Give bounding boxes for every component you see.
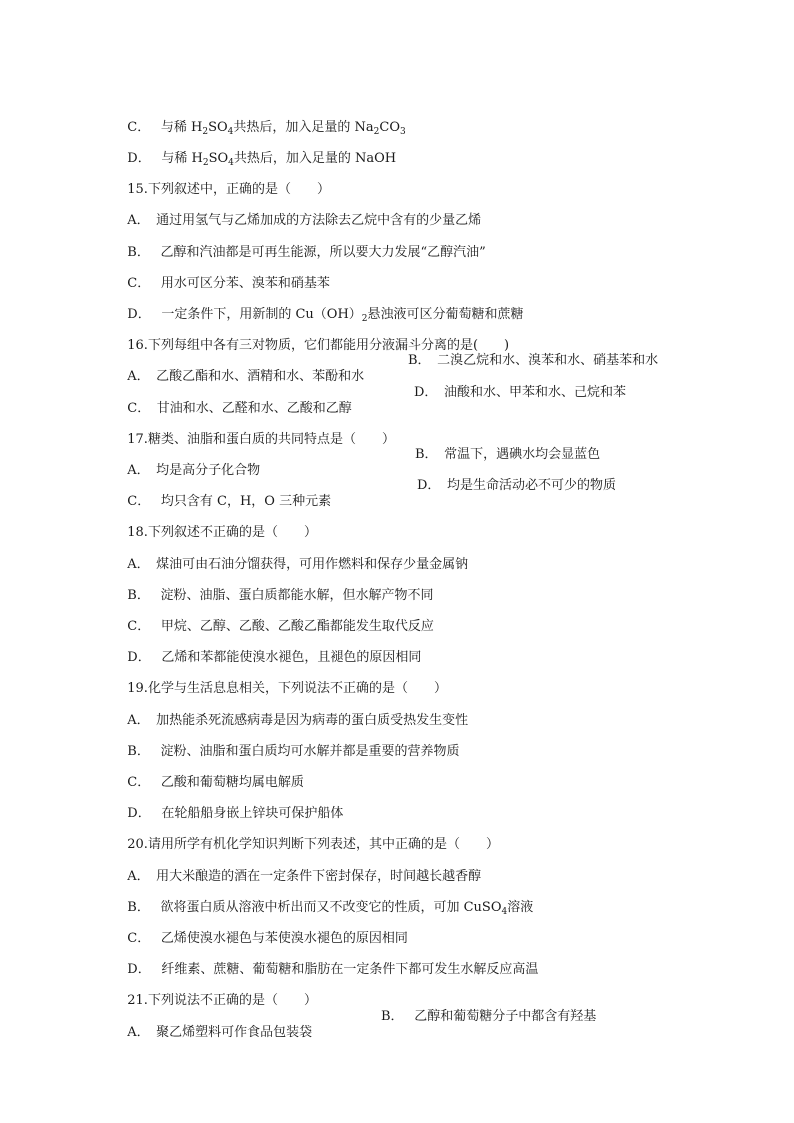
option-text: 聚乙烯塑料可作食品包装袋 [156,1025,313,1040]
option-label: D． [417,478,434,493]
option-label: B． [127,245,144,260]
option-text-part: 与稀 H [161,151,203,166]
option-label: A． [127,713,144,728]
option-b-line [119,884,533,916]
option-text: 常温下，遇碘水均会显蓝色 [444,447,601,462]
option-b-line [119,572,433,604]
question-text: 19.化学与生活息息相关，下列说法不正确的是（ ） [127,681,447,696]
option-label: C． [127,775,144,790]
option-b-line [119,229,486,261]
option-text: 乙酸乙酯和水、酒精和水、苯酚和水 [156,369,365,384]
subscript: 3 [400,127,406,137]
option-label: B． [381,1009,398,1024]
option-label: B． [127,900,144,915]
option-text: 甘油和水、乙醛和水、乙酸和乙醇 [156,401,352,416]
question-15-stem [119,166,330,198]
option-text-part: 溶液 [507,900,534,915]
option-label: C． [127,494,144,509]
question-21-stem [119,977,317,1009]
subscript: 4 [228,158,234,168]
option-d-line [119,135,396,167]
option-c-line [119,759,304,791]
subscript: 2 [361,314,368,324]
option-text-part: 欲将蛋白质从溶液中析出而又不改变它的性质，可加 CuSO [160,900,502,915]
question-18-stem [119,509,317,541]
option-text: 乙烯和苯都能使溴水褪色，且褪色的原因相同 [161,650,422,665]
question-20-stem [119,821,499,853]
option-d-column [414,385,626,401]
option-text: 均是高分子化合物 [156,463,261,478]
option-label: D． [414,385,431,400]
option-label: C． [127,931,144,946]
option-text-part: 一定条件下，用新制的 Cu（OH） [161,307,362,322]
question-text: 21.下列说法不正确的是（ ） [127,993,317,1008]
option-text-part: SO [208,120,228,135]
option-label: A． [127,369,144,384]
option-d-line [119,291,524,323]
question-text: 18.下列叙述不正确的是（ ） [127,525,317,540]
question-19-stem [119,665,447,697]
option-row-ab [119,1009,597,1057]
question-text: 15.下列叙述中，正确的是（ ） [127,182,330,197]
option-text: 乙酸和葡萄糖均属电解质 [160,775,304,790]
option-a-line [119,197,481,229]
option-text: 用水可区分苯、溴苯和硝基苯 [160,276,330,291]
question-text: 20.请用所学有机化学知识判断下列表述，其中正确的是（ ） [127,837,499,852]
option-label: B． [127,744,144,759]
question-text: 16.下列每组中各有三对物质，它们都能用分液漏斗分离的是( ) [127,338,510,353]
option-text: 甲烷、乙醇、乙酸、乙酸乙酯都能发生取代反应 [160,619,434,634]
subscript: 4 [227,127,234,137]
option-label: D． [127,307,145,322]
option-label: C． [127,619,144,634]
option-text: 淀粉、油脂和蛋白质均可水解并都是重要的营养物质 [160,744,460,759]
option-text: 纤维素、蔗糖、葡萄糖和脂肪在一定条件下都可发生水解反应高温 [161,962,539,977]
option-label: A． [127,869,144,884]
option-d-line [119,790,343,822]
option-label: C． [127,120,144,135]
option-c-line [119,915,408,947]
option-b-line [119,728,459,760]
option-label: D． [127,806,145,821]
subscript: 2 [202,127,209,137]
option-b-column [408,353,658,369]
option-text: 用大米酿造的酒在一定条件下密封保存，时间越长越香醇 [156,869,482,884]
option-label: A． [127,213,144,228]
option-label: A． [127,557,144,572]
option-b-column [415,447,600,463]
question-text: 17.糖类、油脂和蛋白质的共同特点是（ ） [127,432,395,447]
option-label: B． [127,588,144,603]
option-text: 通过用氢气与乙烯加成的方法除去乙烷中含有的少量乙烯 [156,213,482,228]
option-b-column [381,1009,596,1025]
question-17-stem [119,416,395,448]
option-d-line [119,946,538,978]
option-label: B． [408,353,425,368]
option-c-line [119,104,406,136]
subscript: 2 [202,158,209,168]
option-text: 淀粉、油脂、蛋白质都能水解，但水解产物不同 [160,588,434,603]
option-text: 加热能杀死流感病毒是因为病毒的蛋白质受热发生变性 [156,713,469,728]
option-text: 乙醇和葡萄糖分子中都含有羟基 [414,1009,597,1024]
option-label: C． [127,276,144,291]
option-a-line [119,541,468,573]
option-text-part: 共热后，加入足量的 NaOH [233,151,397,166]
option-label: C． [127,401,144,416]
option-text: 在轮船船身嵌上锌块可保护船体 [161,806,344,821]
option-text: 乙烯使溴水褪色与苯使溴水褪色的原因相同 [160,931,408,946]
option-text: 油酸和水、甲苯和水、己烷和苯 [443,385,626,400]
option-text: 煤油可由石油分馏获得，可用作燃料和保存少量金属钠 [156,557,469,572]
option-d-column [417,478,616,494]
option-text-part: 悬浊液可区分葡萄糖和蔗糖 [367,307,524,322]
option-text-part: SO [208,151,229,166]
option-label: A． [127,1025,144,1040]
option-label: D． [127,151,145,166]
subscript: 2 [373,127,380,137]
option-c-line [119,603,434,635]
option-c-line [119,260,330,292]
option-label: D． [127,962,145,977]
option-text-part: 与稀 H [160,120,203,135]
option-text: 均是生命活动必不可少的物质 [446,478,616,493]
option-text-part: CO [379,120,400,135]
option-label: B． [415,447,432,462]
option-text: 二溴乙烷和水、溴苯和水、硝基苯和水 [437,353,659,368]
option-a-line [119,853,481,885]
option-label: A． [127,463,144,478]
subscript: 4 [501,907,508,917]
option-text: 均只含有 C，H，O 三种元素 [160,494,332,509]
option-text: 乙醇和汽油都是可再生能源，所以要大力发展“乙醇汽油” [160,245,486,260]
question-16-stem [119,322,509,354]
option-d-line [119,634,421,666]
option-label: D． [127,650,145,665]
option-text-part: 共热后，加入足量的 Na [233,120,374,135]
option-a-line [119,697,468,729]
